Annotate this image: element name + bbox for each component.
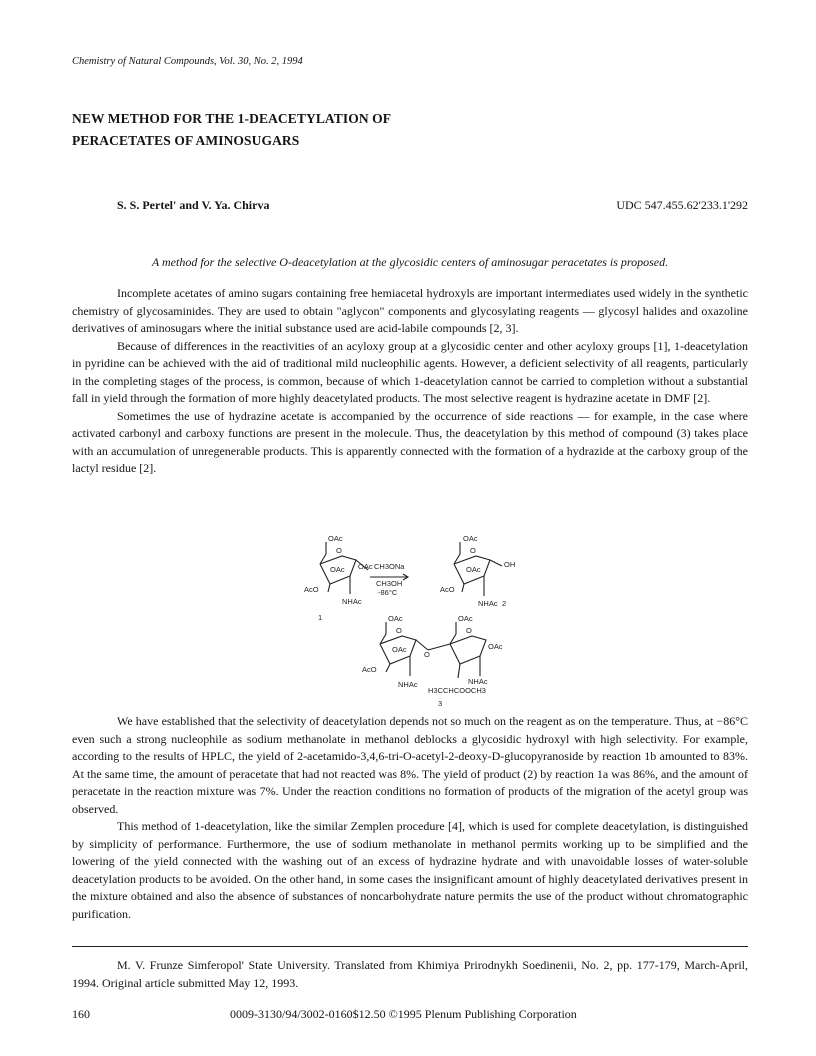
scheme-label-nhac: NHAc — [398, 680, 418, 689]
paragraph-5: This method of 1-deacetylation, like the similar Zemplen procedure [4], which is used for complete deacetylation, is distinguished by simplicity of performance. Furthermore, the use of sodium methanolate in methanol permits working up to be simplified and the lowering of the yield connected with the washing out of an excess of hydrazine hydrate and with unavoidable losses of water-soluble deacetylation products to be avoided. On the other hand, in some cases the insignificant amount of highly deacetylated derivatives present in the mixture obtained and also the absence of substances of noncarbohydrate nature permits the use of the product without chromatographic purification. — [72, 819, 748, 921]
body-text-before-scheme — [72, 285, 748, 478]
scheme-label-o: O — [470, 546, 476, 555]
page-number: 160 — [72, 1007, 90, 1021]
scheme-label-nhac: NHAc — [468, 677, 488, 686]
paragraph-4: We have established that the selectivity of deacetylation depends not so much on the reagent as on the temperature. Thus, at −86°C even such a strong nucleophile as sodium methanolate in methanol deblocks a glycosidic hydroxyl with high selectivity. For example, according to the results of HPLC, the yield of 2-acetamido-3,4,6-tri-O-acetyl-2-deoxy-D-glucopyranoside by reaction 1b amounted to 83%. At the same time, the amount of peracetate that had not reacted was 8%. The yield of product (2) by reaction 1a was 86%, and the amount of peracetate in the reaction mixture was 7%. Under the reaction conditions no formation of products of the migration of the acetyl group was observed. — [72, 714, 748, 816]
scheme-label-o: O — [466, 626, 472, 635]
authors: S. S. Pertel' and V. Ya. Chirva — [117, 198, 270, 212]
scheme-label-nhac: NHAc — [342, 597, 362, 606]
title-line-2: PERACETATES OF AMINOSUGARS — [72, 133, 300, 148]
compound-number-2: 2 — [502, 599, 507, 608]
compound-number-3: 3 — [438, 699, 443, 708]
scheme-label-aco: AcO — [304, 585, 319, 594]
scheme-label-o: O — [396, 626, 402, 635]
udc-code: UDC 547.455.62'233.1'292 — [616, 198, 748, 212]
body-text-after-scheme — [72, 713, 748, 923]
compound-number-1: 1 — [318, 613, 323, 622]
scheme-label-oac: OAc — [392, 645, 407, 654]
paragraph-2: Because of differences in the reactivities of an acyloxy group at a glycosidic center and other acyloxy groups [1], 1-deacetylation in pyridine can be achieved with the aid of traditional mild nucleophilic agents. However, a deficient selectivity of all reagents, particularly in the completing stages of the process, is common, because of which 1-deacetylation cannot be carried to completion without a substantial fall in yield through the formation of more highly deacetylated products. The most selective reagent is hydrazine acetate in DMF [2]. — [72, 338, 748, 405]
scheme-label-oac: OAc — [463, 534, 478, 543]
footnote — [72, 957, 748, 992]
scheme-label-oh: OH — [504, 560, 516, 569]
footnote-divider — [72, 946, 748, 947]
scheme-label-nhac: NHAc — [478, 599, 498, 608]
scheme-label-oac: OAc — [328, 534, 343, 543]
scheme-label-o: O — [424, 650, 430, 659]
scheme-temperature: -86°C — [378, 588, 398, 597]
scheme-solvent: CH3OH — [376, 579, 403, 588]
article-title — [72, 108, 391, 152]
abstract: A method for the selective O-deacetylation at the glycosidic centers of aminosugar peracetates is proposed. — [151, 255, 669, 269]
scheme-label-oac: OAc — [488, 642, 503, 651]
scheme-label-oac: OAc — [458, 614, 473, 623]
scheme-label-aco: AcO — [440, 585, 455, 594]
scheme-label-o: O — [336, 546, 342, 555]
reaction-scheme — [300, 532, 532, 710]
publication-code: 0009-3130/94/3002-0160$12.50 ©1995 Plenum Publishing Corporation — [230, 1007, 577, 1021]
footnote-text: M. V. Frunze Simferopol' State University. Translated from Khimiya Prirodnykh Soedinenii, No. 2, pp. 177-179, March-April, 1994. Original article submitted May 12, 1993. — [72, 958, 748, 990]
journal-header: Chemistry of Natural Compounds, Vol. 30, No. 2, 1994 — [72, 56, 303, 67]
scheme-lactyl-group: H3CCHCOOCH3 — [428, 686, 486, 695]
scheme-label-oac: OAc — [388, 614, 403, 623]
scheme-label-aco: AcO — [362, 665, 377, 674]
scheme-label-oac: OAc — [358, 562, 373, 571]
title-line-1: NEW METHOD FOR THE 1-DEACETYLATION OF — [72, 111, 392, 126]
scheme-label-oac: OAc — [466, 565, 481, 574]
scheme-reagent: CH3ONa — [374, 562, 405, 571]
scheme-label-oac: OAc — [330, 565, 345, 574]
paragraph-3: Sometimes the use of hydrazine acetate is accompanied by the occurrence of side reactions — for example, in the case where activated carbonyl and carboxy functions are present in the molecule. Thus, the deacetylation by this method of compound (3) takes place with an accumulation of unregenerable products. This is apparently connected with the formation of a hydrazide at the carboxy group of the lactyl residue [2]. — [72, 408, 748, 475]
paragraph-1: Incomplete acetates of amino sugars containing free hemiacetal hydroxyls are important intermediates used widely in the synthetic chemistry of glycosaminides. They are used to obtain "aglycon" components and glycosylating reagents — glycosyl halides and oxazoline derivatives of aminosugars where the initial substance used are acid-labile compounds [2, 3]. — [72, 286, 748, 335]
